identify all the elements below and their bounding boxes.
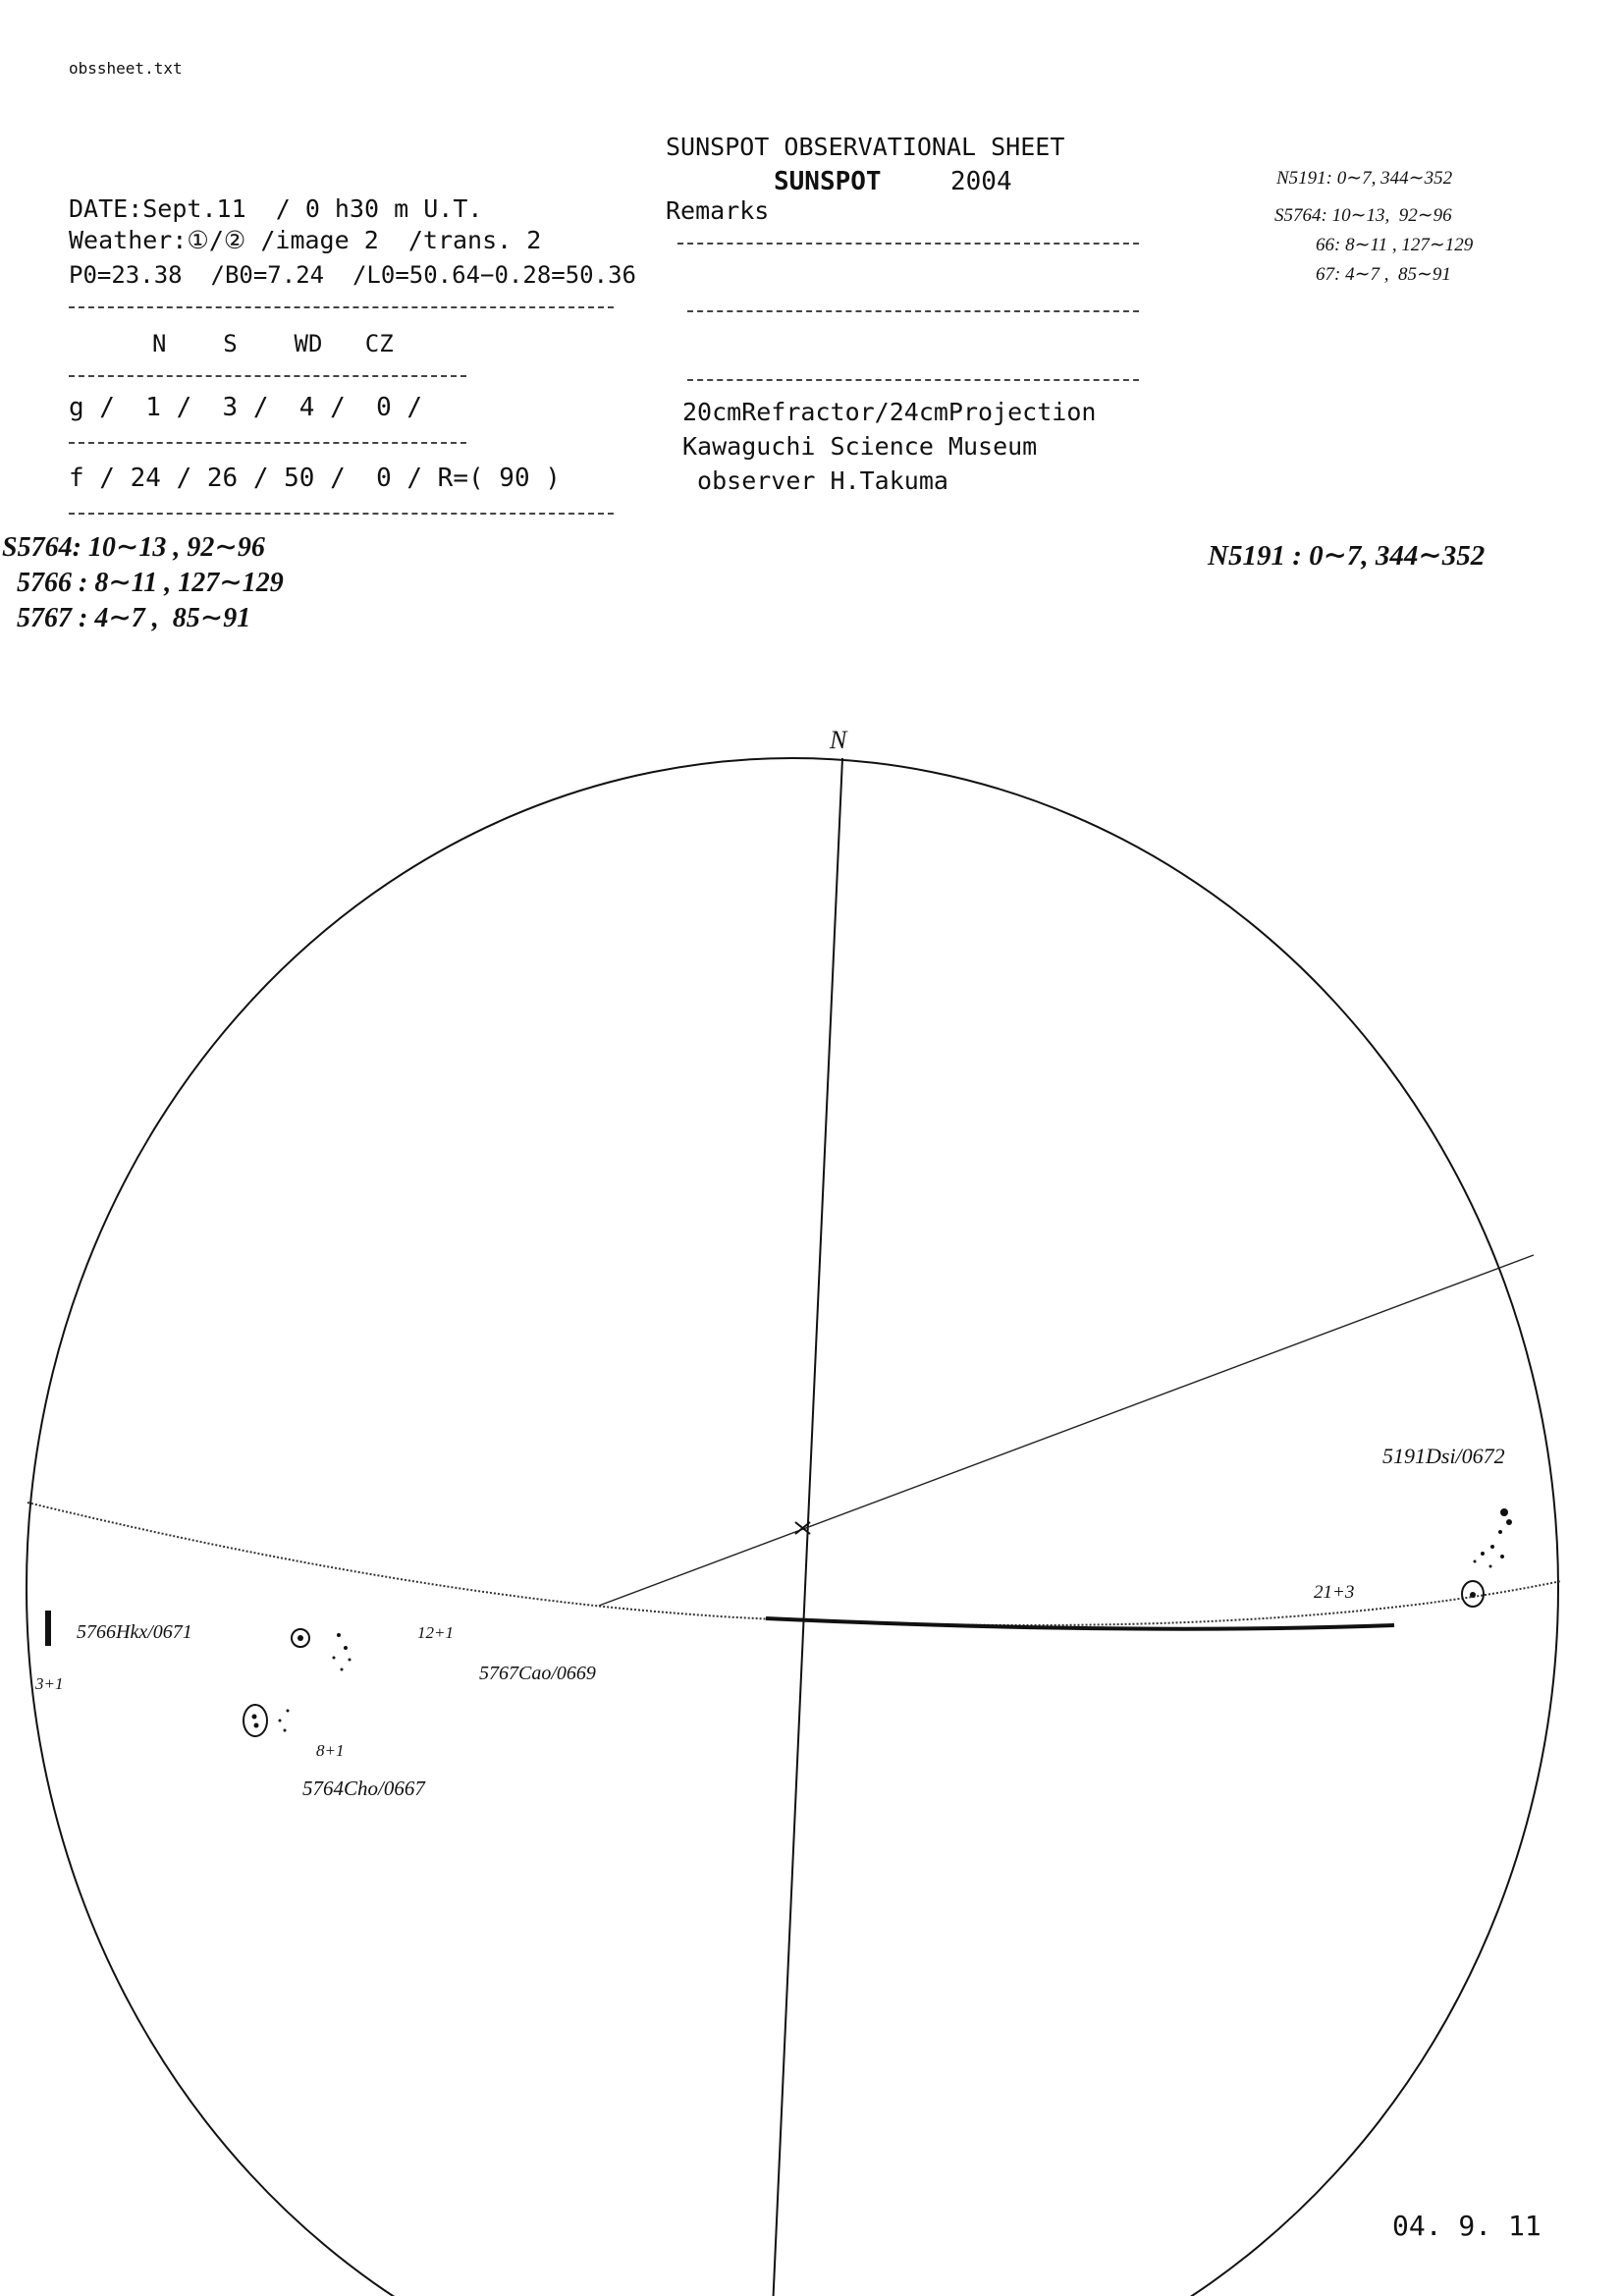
instrument-line-2: Kawaguchi Science Museum (682, 432, 1038, 461)
instrument-line-3: observer H.Takuma (682, 466, 948, 495)
date-line: DATE:Sept.11 / 0 h30 m U.T. (69, 194, 483, 223)
label-group-5764: 5764Cho/0667 (302, 1777, 425, 1800)
spot-5767-umbra (298, 1635, 303, 1641)
divider-4 (69, 513, 614, 515)
remarks-label: Remarks (666, 196, 770, 225)
note-top-right-3: 66: 8∼11 , 127∼129 (1316, 235, 1474, 255)
sheet-subtitle: SUNSPOT (774, 167, 882, 196)
spot-5764-leader (243, 1705, 267, 1736)
disk-outline (27, 758, 1558, 2296)
label-count-5764: 8+1 (316, 1741, 345, 1760)
g-count-line: g / 1 / 3 / 4 / 0 / (69, 393, 423, 422)
label-count-5191: 21+3 (1314, 1582, 1355, 1603)
divider-3 (69, 442, 466, 444)
spot-5191-cluster (1474, 1508, 1513, 1568)
note-left-3: 5767 : 4∼7 , 85∼91 (10, 603, 251, 633)
note-top-right-2: S5764: 10∼13, 92∼96 (1274, 205, 1452, 226)
label-group-5191: 5191Dsi/0672 (1382, 1444, 1505, 1468)
divider-2 (69, 375, 466, 377)
spot-5191-umbra (1470, 1592, 1476, 1598)
divider-1 (69, 306, 614, 308)
sheet-title: SUNSPOT OBSERVATIONAL SHEET (666, 133, 1065, 161)
note-top-right-4: 67: 4∼7 , 85∼91 (1316, 264, 1451, 285)
note-left-2: 5766 : 8∼11 , 127∼129 (10, 568, 284, 598)
spot-5764-cluster (279, 1710, 290, 1732)
spot-5764-umbra-1 (252, 1715, 257, 1720)
solar-disk-drawing (0, 687, 1623, 2296)
note-left-1: S5764: 10∼13 , 92∼96 (2, 532, 265, 563)
f-count-line: f / 24 / 26 / 50 / 0 / R=( 90 ) (69, 464, 561, 493)
solar-equator-dotted (27, 1503, 1561, 1625)
spot-5766-limb-mark (45, 1611, 51, 1646)
label-count-5766: 3+1 (35, 1674, 64, 1693)
solar-equator-bold (766, 1618, 1394, 1629)
note-right-mid: N5191 : 0∼7, 344∼352 (1208, 540, 1486, 572)
remarks-line-2 (687, 310, 1139, 312)
label-count-5767: 12+1 (417, 1623, 454, 1642)
ecliptic-line (599, 1255, 1534, 1606)
remarks-line-3 (687, 379, 1139, 381)
north-marker: N (830, 726, 847, 754)
sheet-year: 2004 (950, 167, 1012, 196)
weather-line: Weather:①/② /image 2 /trans. 2 (69, 226, 542, 254)
label-group-5766: 5766Hkx/0671 (77, 1621, 192, 1643)
label-group-5767: 5767Cao/0669 (479, 1663, 596, 1684)
remarks-line-1 (677, 243, 1139, 245)
note-top-right-1: N5191: 0∼7, 344∼352 (1276, 168, 1453, 189)
count-columns: N S WD CZ (152, 330, 394, 357)
params-line: P0=23.38 /B0=7.24 /L0=50.64−0.28=50.36 (69, 261, 636, 289)
file-label: obssheet.txt (69, 59, 183, 78)
footer-date: 04. 9. 11 (1392, 2210, 1542, 2242)
spot-5767-cluster (333, 1633, 352, 1671)
spot-5764-umbra-2 (254, 1723, 259, 1728)
instrument-line-1: 20cmRefractor/24cmProjection (682, 398, 1097, 426)
